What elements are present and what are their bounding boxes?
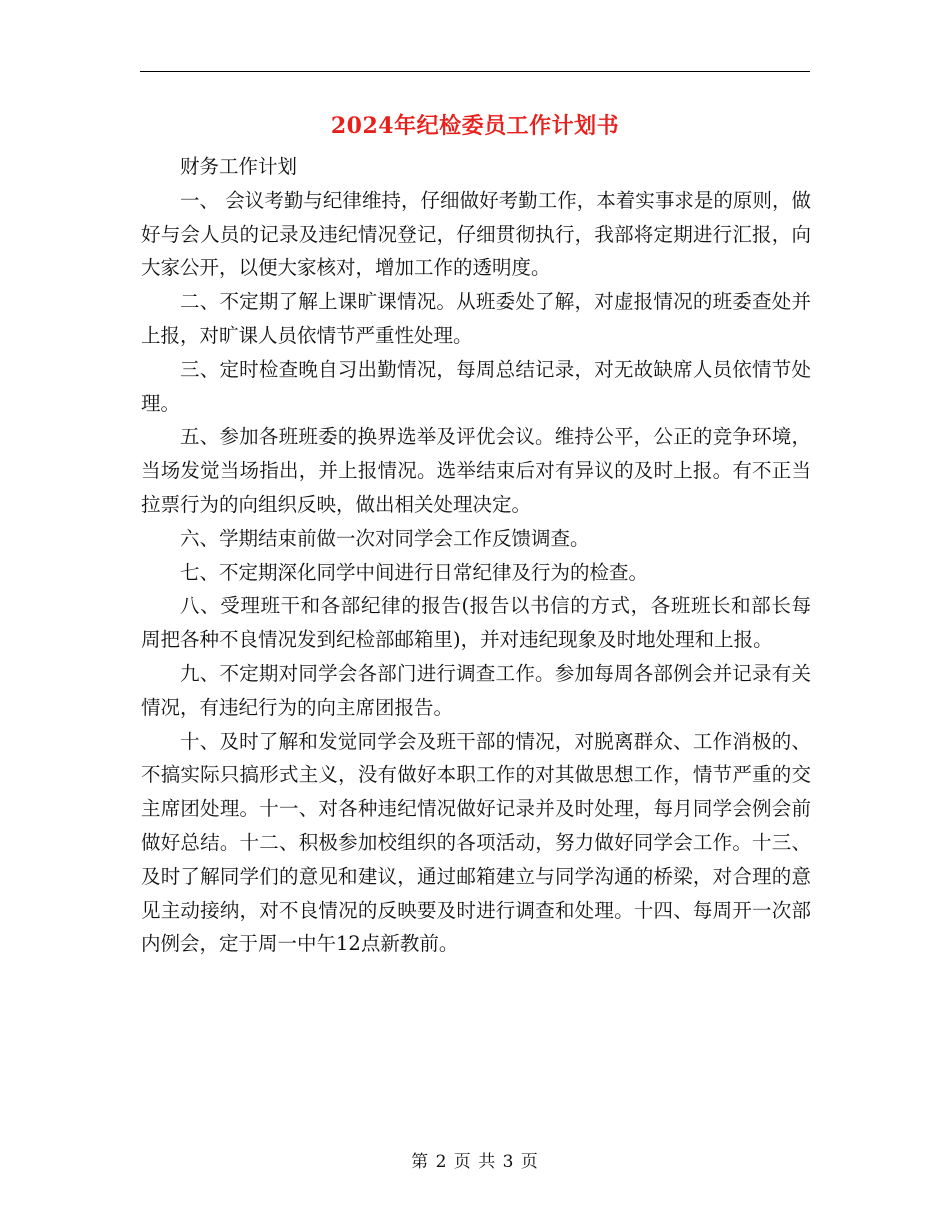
header-rule xyxy=(140,71,810,72)
paragraph-item-9: 九、不定期对同学会各部门进行调查工作。参加每周各部例会并记录有关情况，有违纪行为的向主席团报告。 xyxy=(141,661,811,719)
paragraph-item-8: 八、受理班干和各部纪律的报告(报告以书信的方式，各班班长和部长每周把各种不良情况发到纪检部邮箱里)，并对违纪现象及时地处理和上报。 xyxy=(141,594,811,652)
paragraph-item-3: 三、定时检查晚自习出勤情况，每周总结记录，对无故缺席人员依情节处理。 xyxy=(141,357,811,415)
paragraph-item-5: 五、参加各班班委的换界选举及评优会议。维持公平，公正的竞争环境，当场发觉当场指出，并上报情况。选举结束后对有异议的及时上报。有不正当拉票行为的向组织反映，做出相关处理决定。 xyxy=(141,425,811,516)
paragraph-item-1: 一、 会议考勤与纪律维持，仔细做好考勤工作，本着实事求是的原则，做好与会人员的记录及违纪情况登记，仔细贯彻执行，我部将定期进行汇报，向大家公开，以便大家核对，增加工作的透明度。 xyxy=(141,188,811,280)
document-body xyxy=(141,150,811,961)
paragraph-item-7: 七、不定期深化同学中间进行日常纪律及行为的检查。 xyxy=(180,560,649,584)
paragraph-section-heading: 财务工作计划 xyxy=(180,155,298,178)
document-title: 2024年纪检委员工作计划书 xyxy=(330,113,620,139)
page-number-footer: 第 2 页 共 3 页 xyxy=(411,1152,539,1172)
paragraph-item-10-14: 十、及时了解和发觉同学会及班干部的情况，对脱离群众、工作消极的、不搞实际只搞形式主义，没有做好本职工作的对其做思想工作，情节严重的交主席团处理。十一、对各种违纪情况做好记录并及时处理，每月同学会例会前做好总结。十二、积极参加校组织的各项活动，努力做好同学会工作。十三、及时了解同学们的意见和建议，通过邮箱建立与同学沟通的桥梁，对合理的意见主动接纳，对不良情况的反映要及时进行调查和处理。十四、每周开一次部内例会，定于周一中午12点新教前。 xyxy=(141,729,811,956)
paragraph-item-2: 二、不定期了解上课旷课情况。从班委处了解，对虚报情况的班委查处并上报，对旷课人员依情节严重性处理。 xyxy=(141,290,811,347)
paragraph-item-6: 六、学期结束前做一次对同学会工作反馈调查。 xyxy=(180,526,590,550)
